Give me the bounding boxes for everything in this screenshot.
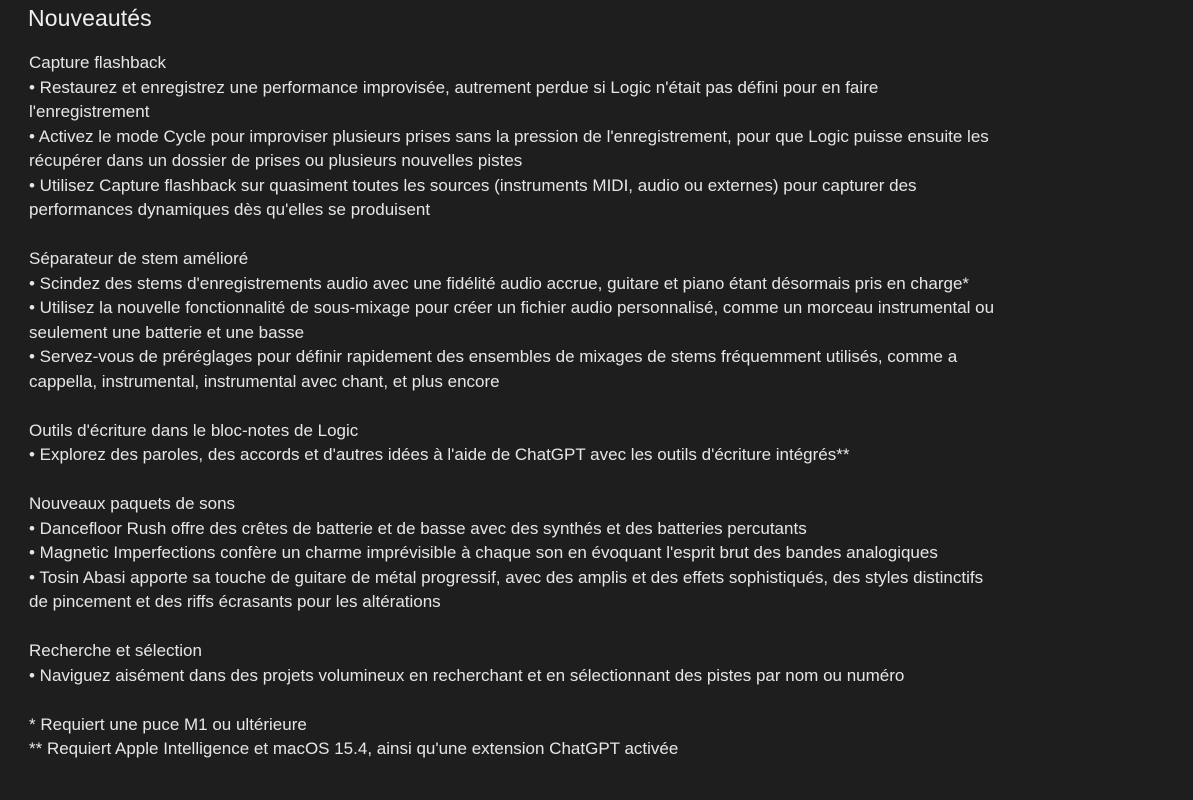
section-title: Séparateur de stem amélioré — [29, 249, 249, 268]
note-line: seulement une batterie et une basse — [29, 322, 305, 342]
note-line: • Utilisez la nouvelle fonctionnalité de sous-mixage pour créer un fichier audio personnalisé, comme un morceau instrumental ou — [29, 298, 995, 317]
footnote: * Requiert une puce M1 ou ultérieure — [29, 714, 307, 734]
note-line: • Scindez des stems d'enregistrements audio avec une fidélité audio accrue, guitare et piano étant désormais pris en charge* — [29, 273, 970, 293]
section-title: Capture flashback — [29, 53, 167, 72]
section-title: Recherche et sélection — [29, 641, 202, 660]
note-line: • Dancefloor Rush offre des crêtes de batterie et de basse avec des synthés et des batteries percutants — [29, 518, 807, 538]
section-capture-flashback — [29, 51, 1129, 223]
note-line: l'enregistrement — [29, 102, 150, 121]
note-line: cappella, instrumental, instrumental avec chant, et plus encore — [29, 371, 500, 391]
note-line: • Naviguez aisément dans des projets volumineux en recherchant et en sélectionnant des pistes par nom ou numéro — [29, 665, 905, 685]
note-line: récupérer dans un dossier de prises ou plusieurs nouvelles pistes — [29, 151, 523, 170]
note-line: • Servez-vous de préréglages pour définir rapidement des ensembles de mixages de stems fréquemment utilisés, comme a — [29, 347, 958, 366]
note-line: • Magnetic Imperfections confère un charme imprévisible à chaque son en évoquant l'esprit brut des bandes analogiques — [29, 543, 938, 562]
note-line: • Restaurez et enregistrez une performance improvisée, autrement perdue si Logic n'était pas défini pour en faire — [29, 77, 879, 97]
page-title: Nouveautés — [28, 5, 152, 31]
footnote: ** Requiert Apple Intelligence et macOS 15.4, ainsi qu'une extension ChatGPT activée — [29, 739, 679, 758]
section-title: Nouveaux paquets de sons — [29, 494, 236, 513]
note-line: performances dynamiques dès qu'elles se produisent — [29, 200, 431, 219]
note-line: de pincement et des riffs écrasants pour les altérations — [29, 592, 441, 611]
section-stem-splitter — [29, 247, 1129, 394]
section-search-selection — [29, 639, 1129, 688]
note-line: • Activez le mode Cycle pour improviser plusieurs prises sans la pression de l'enregistrement, pour que Logic puisse ensuite les — [29, 126, 989, 146]
section-title: Outils d'écriture dans le bloc-notes de Logic — [29, 420, 359, 440]
note-line: • Utilisez Capture flashback sur quasiment toutes les sources (instruments MIDI, audio ou externes) pour capturer des — [29, 175, 917, 195]
section-sound-packs — [29, 492, 1129, 615]
note-line: • Explorez des paroles, des accords et d'autres idées à l'aide de ChatGPT avec les outils d'écriture intégrés** — [29, 445, 850, 464]
footnotes — [29, 713, 1129, 762]
release-notes — [29, 51, 1129, 786]
section-writing-tools — [29, 419, 1129, 468]
note-line: • Tosin Abasi apporte sa touche de guitare de métal progressif, avec des amplis et des effets sophistiqués, des styles distinctifs — [29, 567, 984, 587]
